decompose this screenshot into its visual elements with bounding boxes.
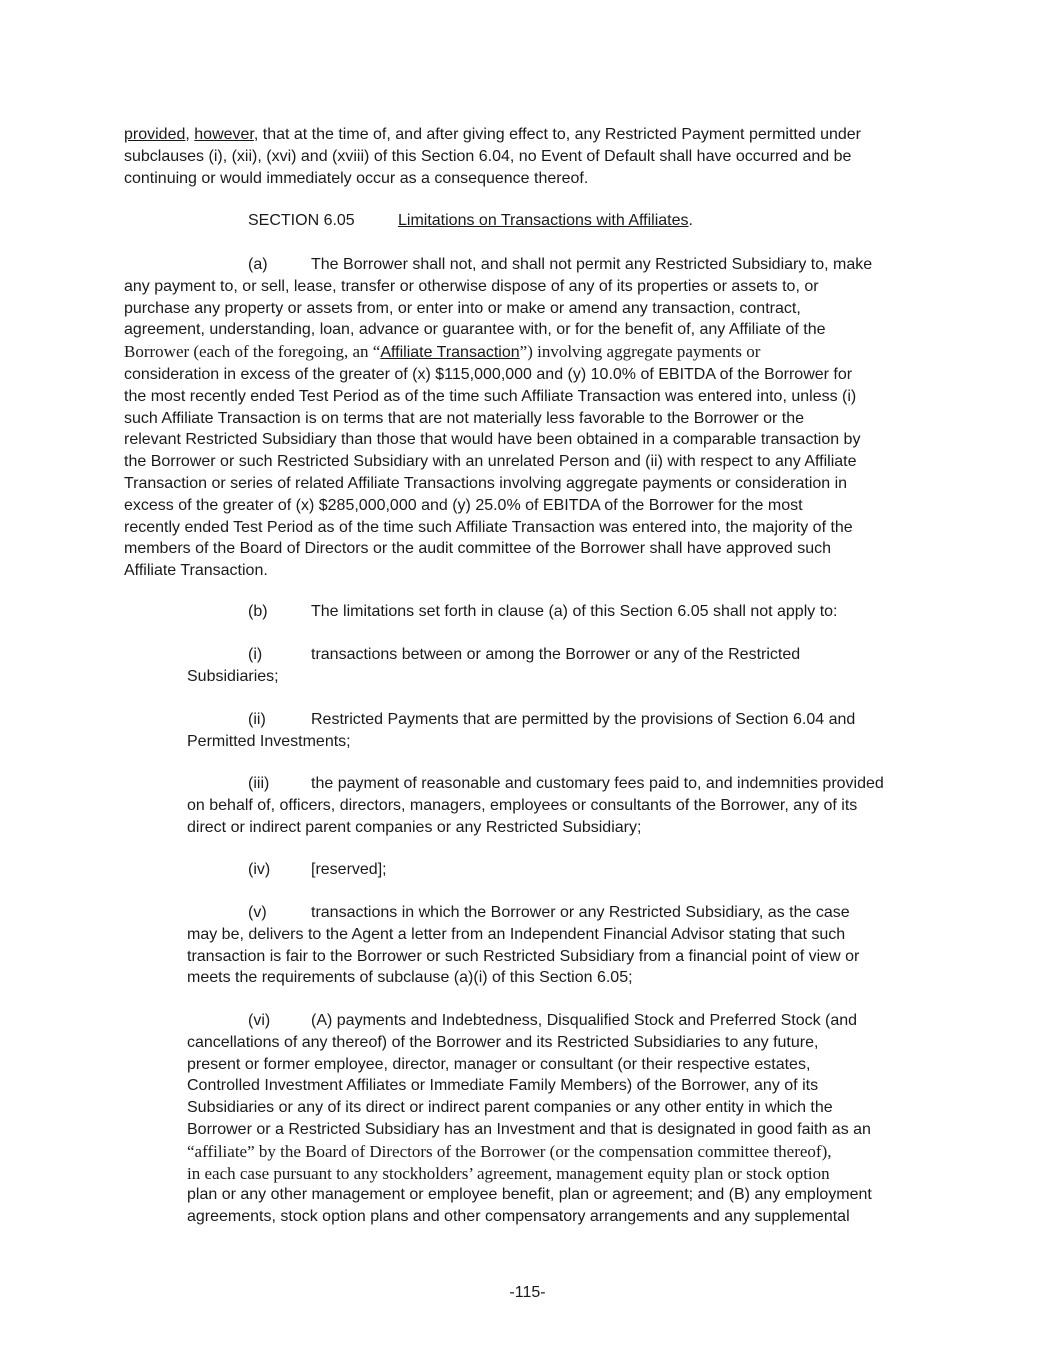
item-i-line: Subsidiaries; — [187, 667, 279, 685]
paragraph-a-line: consideration in excess of the greater of (x) $115,000,000 and (y) 10.0% of EBITDA of the Borrower for — [124, 365, 853, 383]
item-vi-line: plan or any other management or employee benefit, plan or agreement; and (B) any employment — [187, 1186, 872, 1204]
item-iii-line: direct or indirect parent companies or any Restricted Subsidiary; — [187, 818, 642, 836]
paragraph-a-line: agreement, understanding, loan, advance or guarantee with, or for the benefit of, any Affiliate of the — [124, 321, 826, 339]
intro-paragraph — [124, 124, 861, 189]
item-vi-line: present or former employee, director, manager or consultant (or their respective estates, — [187, 1055, 811, 1073]
paragraph-b — [248, 601, 838, 623]
item-i-label: (i) — [248, 646, 263, 663]
item-iv-line: (iv) [reserved]; — [187, 859, 387, 881]
item-iv-label: (iv) — [248, 861, 271, 878]
section-heading: SECTION 6.05 Limitations on Transactions with Affiliates. — [248, 210, 693, 232]
item-v-line: (v) transactions in which the Borrower or any Restricted Subsidiary, as the case — [187, 902, 859, 924]
item-ii-line: Permitted Investments; — [187, 732, 351, 750]
item-v-label: (v) — [248, 904, 267, 921]
item-vi-line: Borrower or a Restricted Subsidiary has an Investment and that is designated in good faith as an — [187, 1120, 871, 1138]
item-vi-line: cancellations of any thereof) of the Borrower and its Restricted Subsidiaries to any future, — [187, 1033, 819, 1051]
item-iii-line: (iii) the payment of reasonable and customary fees paid to, and indemnities provided — [187, 773, 884, 795]
section-title: Limitations on Transactions with Affiliates — [398, 212, 689, 229]
paragraph-a-line: the Borrower or such Restricted Subsidiary with an unrelated Person and (ii) with respect to any Affiliate — [124, 453, 857, 471]
item-vi-label: (vi) — [248, 1012, 271, 1029]
item-vi-line: “affiliate” by the Board of Directors of the Borrower (or the compensation committee thereof), — [187, 1141, 832, 1161]
paragraph-a-line: Borrower (each of the foregoing, an “Affiliate Transaction”) involving aggregate payments or — [124, 342, 761, 362]
item-v — [187, 902, 859, 989]
paragraph-a-line: excess of the greater of (x) $285,000,000 and (y) 25.0% of EBITDA of the Borrower for the most — [124, 496, 803, 514]
page-number: -115- — [509, 1284, 546, 1301]
item-vi-line: Subsidiaries or any of its direct or indirect parent companies or any other entity in which the — [187, 1099, 833, 1117]
item-vi-line: (vi) (A) payments and Indebtedness, Disqualified Stock and Preferred Stock (and — [187, 1010, 872, 1032]
paragraph-a-line: (a) The Borrower shall not, and shall not permit any Restricted Subsidiary to, make — [124, 254, 872, 276]
paragraph-a-line: recently ended Test Period as of the time such Affiliate Transaction was entered into, the majority of the — [124, 518, 853, 536]
item-vi — [187, 1010, 872, 1228]
item-i — [187, 644, 800, 688]
provided-term: provided — [124, 126, 186, 143]
item-ii-line: (ii) Restricted Payments that are permitted by the provisions of Section 6.04 and — [187, 709, 855, 731]
paragraph-a-line: any payment to, or sell, lease, transfer or otherwise dispose of any of its properties or assets to, or — [124, 277, 819, 295]
item-iii-line: on behalf of, officers, directors, managers, employees or consultants of the Borrower, any of its — [187, 796, 858, 814]
intro-line-3: continuing or would immediately occur as a consequence thereof. — [124, 169, 589, 187]
paragraph-a-line: Transaction or series of related Affiliate Transactions involving aggregate payments or consideration in — [124, 474, 848, 492]
section-number: SECTION 6.05 — [248, 212, 355, 229]
item-iv — [187, 859, 387, 881]
item-v-line: transaction is fair to the Borrower or such Restricted Subsidiary from a financial point of view or — [187, 947, 860, 965]
paragraph-a-label: (a) — [248, 256, 268, 273]
item-ii-label: (ii) — [248, 711, 266, 728]
item-i-line: (i) transactions between or among the Borrower or any of the Restricted — [187, 644, 800, 666]
paragraph-b-label: (b) — [248, 603, 268, 620]
however-term: however — [194, 126, 254, 143]
item-ii — [187, 709, 855, 753]
item-vi-line: in each case pursuant to any stockholders’ agreement, management equity plan or stock option — [187, 1163, 830, 1183]
paragraph-b-line: (b) The limitations set forth in clause (a) of this Section 6.05 shall not apply to: — [248, 601, 838, 623]
paragraph-a-line: members of the Board of Directors or the audit committee of the Borrower shall have approved such — [124, 540, 832, 558]
paragraph-a-line: relevant Restricted Subsidiary than those that would have been obtained in a comparable transaction by — [124, 431, 861, 449]
item-iii-label: (iii) — [248, 775, 270, 792]
item-vi-line: Controlled Investment Affiliates or Immediate Family Members) of the Borrower, any of its — [187, 1077, 819, 1095]
item-vi-line: agreements, stock option plans and other compensatory arrangements and any supplemental — [187, 1208, 850, 1226]
item-iii — [187, 773, 884, 838]
item-v-line: may be, delivers to the Agent a letter from an Independent Financial Advisor stating that such — [187, 925, 846, 943]
paragraph-a-line: Affiliate Transaction. — [124, 562, 268, 580]
intro-line-1: provided, however, that at the time of, and after giving effect to, any Restricted Payment permitted under — [124, 126, 861, 143]
paragraph-a — [124, 254, 872, 582]
affiliate-transaction-term: Affiliate Transaction — [380, 344, 520, 362]
intro-line-2: subclauses (i), (xii), (xvi) and (xviii) of this Section 6.04, no Event of Default shall have occurred and be — [124, 147, 852, 165]
item-v-line: meets the requirements of subclause (a)(i) of this Section 6.05; — [187, 969, 633, 987]
paragraph-a-line: such Affiliate Transaction is on terms that are not materially less favorable to the Borrower or the — [124, 409, 805, 427]
paragraph-a-line: purchase any property or assets from, or enter into or make or amend any transaction, contract, — [124, 299, 801, 317]
paragraph-a-line: the most recently ended Test Period as of the time such Affiliate Transaction was entered into, unless (i) — [124, 387, 857, 405]
